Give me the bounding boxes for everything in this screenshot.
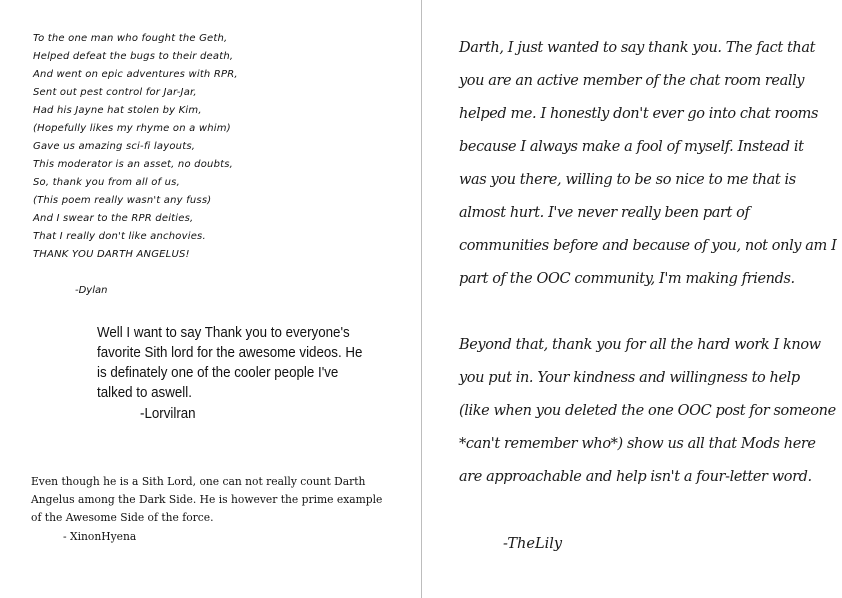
note-line: you are an active member of the chat room really xyxy=(459,73,805,89)
note-line: almost hurt. I've never really been part of xyxy=(459,205,750,221)
note-line: was you there, willing to be so nice to me that is xyxy=(459,172,796,188)
poem-line: This moderator is an asset, no doubts, xyxy=(33,159,234,170)
dylan-signature: -Dylan xyxy=(75,285,108,296)
note-line: Well I want to say Thank you to everyone's xyxy=(97,325,350,341)
dylan-poem xyxy=(33,30,393,264)
poem-line: That I really don't like anchovies. xyxy=(33,231,206,242)
lily-paragraph-2 xyxy=(459,329,836,494)
poem-line: And went on epic adventures with RPR, xyxy=(33,69,238,80)
page-divider xyxy=(421,0,422,598)
poem-line: (Hopefully likes my rhyme on a whim) xyxy=(33,123,231,134)
note-line: of the Awesome Side of the force. xyxy=(31,510,214,524)
note-line: talked to aswell. xyxy=(97,385,192,401)
lily-signature: -TheLily xyxy=(503,536,563,552)
poem-line: Sent out pest control for Jar-Jar, xyxy=(33,87,197,98)
note-line: Beyond that, thank you for all the hard work I know xyxy=(459,337,821,353)
note-line: are approachable and help isn't a four-letter word. xyxy=(459,469,812,485)
note-line: because I always make a fool of myself. Instead it xyxy=(459,139,804,155)
note-line: helped me. I honestly don't ever go into chat rooms xyxy=(459,106,819,122)
note-line: favorite Sith lord for the awesome videos. He xyxy=(97,345,363,361)
poem-line: And I swear to the RPR deities, xyxy=(33,213,194,224)
xinon-signature: - XinonHyena xyxy=(63,529,137,543)
lorvilran-signature: -Lorvilran xyxy=(140,406,196,422)
note-line: *can't remember who*) show us all that Mods here xyxy=(459,436,816,452)
note-line: Angelus among the Dark Side. He is however the prime example xyxy=(31,492,383,506)
poem-line: So, thank you from all of us, xyxy=(33,177,180,188)
poem-line: (This poem really wasn't any fuss) xyxy=(33,195,212,206)
lorvilran-note xyxy=(97,323,382,403)
poem-line: To the one man who fought the Geth, xyxy=(33,33,228,44)
poem-line: THANK YOU DARTH ANGELUS! xyxy=(33,249,190,260)
note-line: communities before and because of you, not only am I xyxy=(459,238,837,254)
note-line: (like when you deleted the one OOC post for someone xyxy=(459,403,836,419)
note-line: is definately one of the cooler people I've xyxy=(97,365,339,381)
note-line: you put in. Your kindness and willingness to help xyxy=(459,370,800,386)
xinon-note xyxy=(31,472,384,526)
poem-line: Gave us amazing sci-fi layouts, xyxy=(33,141,196,152)
note-line: Even though he is a Sith Lord, one can not really count Darth xyxy=(31,474,366,488)
note-line: part of the OOC community, I'm making friends. xyxy=(459,271,795,287)
poem-line: Helped defeat the bugs to their death, xyxy=(33,51,234,62)
lily-paragraph-1 xyxy=(459,32,837,296)
note-line: Darth, I just wanted to say thank you. The fact that xyxy=(459,40,816,56)
poem-line: Had his Jayne hat stolen by Kim, xyxy=(33,105,202,116)
